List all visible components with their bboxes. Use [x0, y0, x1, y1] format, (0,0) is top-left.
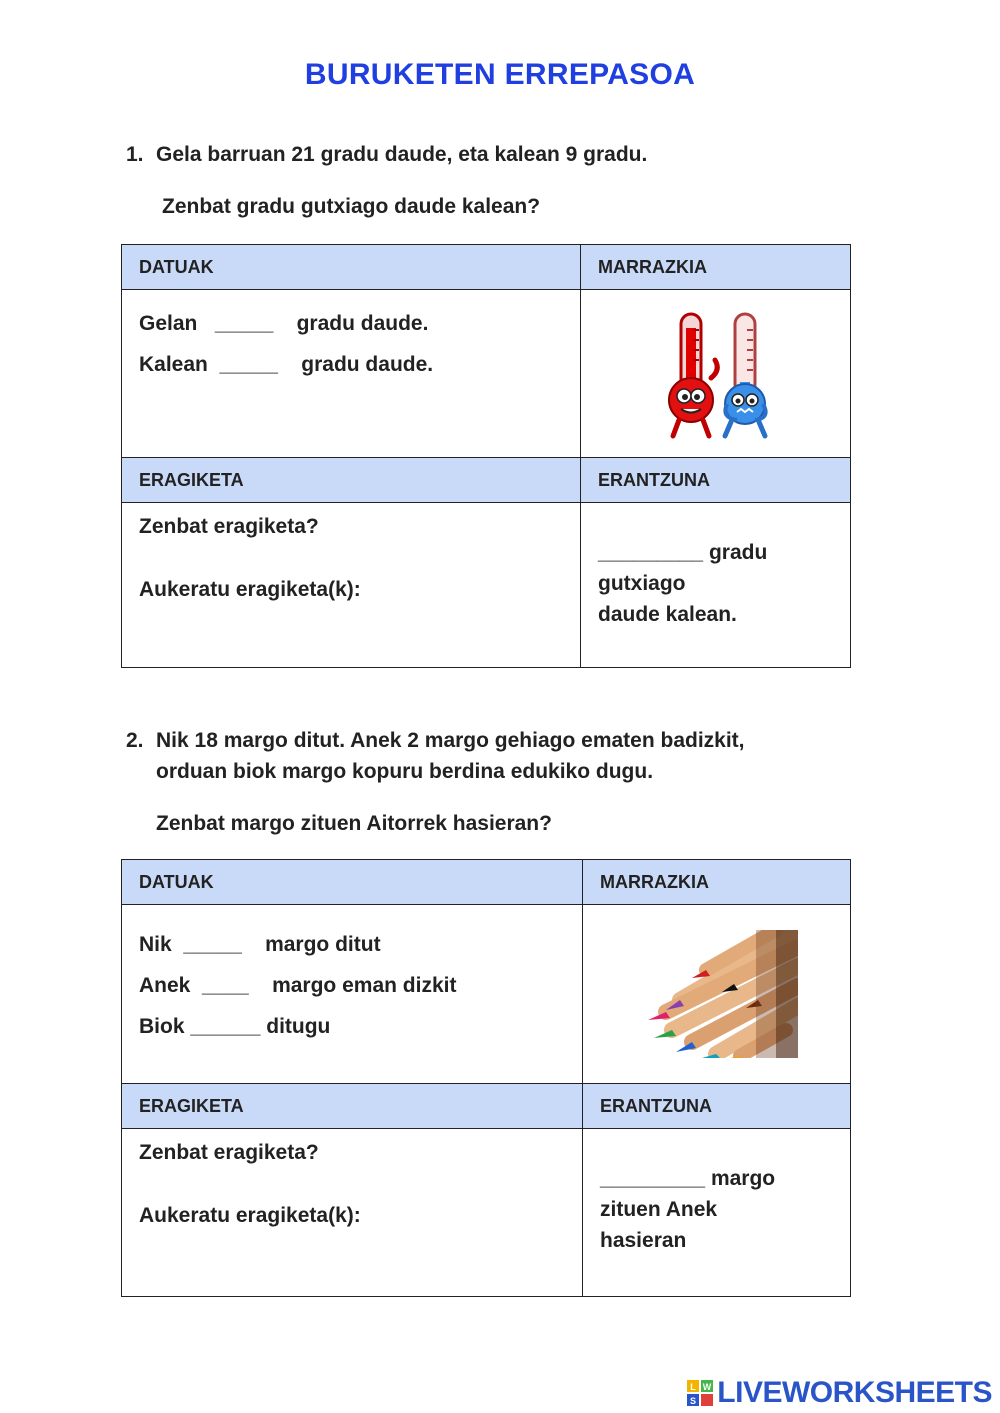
eragiketa-cell[interactable] — [122, 503, 581, 668]
marrazkia-header: MARRAZKIA — [581, 245, 851, 290]
erantzuna-header: ERANTZUNA — [583, 1084, 851, 1129]
datuak-cell — [122, 290, 581, 458]
eragiketa-cell[interactable] — [122, 1129, 583, 1297]
datuak-line: Gelan _____ gradu daude. — [139, 312, 429, 335]
problem-2-statement: 2. Nik 18 margo ditut. Anek 2 margo gehiago ematen badizkit, orduan biok margo kopuru berdina edukiko dugu. — [126, 725, 745, 787]
svg-text:W: W — [703, 1382, 712, 1392]
marrazkia-cell — [583, 905, 851, 1084]
svg-text:S: S — [690, 1396, 697, 1406]
aukeratu-eragiketa-label: Aukeratu eragiketa(k): — [139, 578, 361, 601]
svg-text:L: L — [690, 1382, 697, 1392]
page-title: BURUKETEN ERREPASOA — [304, 58, 696, 91]
problem-1-question: Zenbat gradu gutxiago daude kalean? — [162, 195, 541, 218]
aukeratu-eragiketa-label: Aukeratu eragiketa(k): — [139, 1204, 361, 1227]
colored-pencils-icon — [636, 930, 798, 1058]
problem-2-table — [121, 859, 851, 1297]
datuak-header: DATUAK — [122, 860, 583, 905]
answer-line: gutxiago — [598, 572, 686, 595]
marrazkia-cell — [581, 290, 851, 458]
datuak-cell — [122, 905, 583, 1084]
erantzuna-header: ERANTZUNA — [581, 458, 851, 503]
zenbat-eragiketa-label: Zenbat eragiketa? — [139, 1141, 319, 1164]
datuak-line: Nik _____ margo ditut — [139, 933, 381, 956]
answer-line: zituen Anek — [600, 1198, 718, 1221]
thermometers-icon — [651, 308, 781, 440]
datuak-line: Anek ____ margo eman dizkit — [139, 974, 457, 997]
datuak-line: Kalean _____ gradu daude. — [139, 353, 434, 376]
answer-line: _________ gradu — [598, 541, 768, 564]
answer-line: daude kalean. — [598, 603, 737, 626]
problem-2-question: Zenbat margo zituen Aitorrek hasieran? — [156, 812, 552, 835]
zenbat-eragiketa-label: Zenbat eragiketa? — [139, 515, 319, 538]
problem-1-table — [121, 244, 851, 668]
erantzuna-cell[interactable] — [581, 503, 851, 668]
answer-line: _________ margo — [600, 1167, 776, 1190]
datuak-line: Biok ______ ditugu — [139, 1015, 331, 1038]
erantzuna-cell[interactable] — [583, 1129, 851, 1297]
marrazkia-header: MARRAZKIA — [583, 860, 851, 905]
liveworksheets-brand: LIVEWORKSHEETS — [717, 1376, 992, 1409]
eragiketa-header: ERAGIKETA — [122, 458, 581, 503]
eragiketa-header: ERAGIKETA — [122, 1084, 583, 1129]
answer-line: hasieran — [600, 1229, 687, 1252]
liveworksheets-logo-icon — [687, 1380, 713, 1406]
problem-1-statement: 1. Gela barruan 21 gradu daude, eta kalean 9 gradu. — [126, 139, 647, 170]
problem-2-number: 2. — [126, 729, 144, 752]
problem-1-number: 1. — [126, 143, 144, 166]
liveworksheets-logo[interactable] — [687, 1376, 992, 1410]
datuak-header: DATUAK — [122, 245, 581, 290]
